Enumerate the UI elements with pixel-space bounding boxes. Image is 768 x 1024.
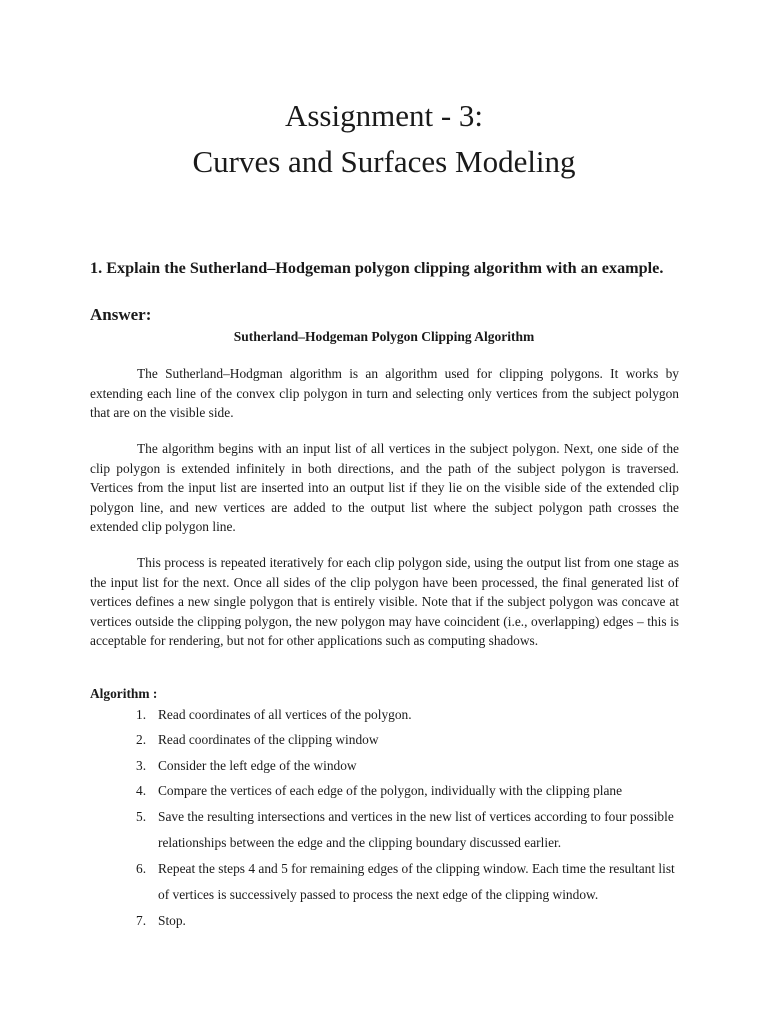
step-text: Read coordinates of the clipping window [158, 732, 379, 747]
section-subheading: Sutherland–Hodgeman Polygon Clipping Algorithm [233, 329, 535, 344]
answer-label: Answer: [90, 305, 152, 324]
paragraph: The algorithm begins with an input list of all vertices in the subject polygon. Next, one side of the clip polygon is extended infinitely in both directions, and the path of the subject polygon is traversed. Vertices from the input list are inserted into an output list if they lie on the visible side of the extended clip polygon line, and new vertices are added to the output list where the subject polygon path crosses the extended clip polygon line. [90, 441, 679, 534]
step-text: Repeat the steps 4 and 5 for remaining edges of the clipping window. Each time the resultant list of vertices is successively passed to process the next edge of the clipping window. [158, 861, 675, 902]
step-number: 2. [136, 732, 147, 747]
assignment-title: Assignment - 3: [284, 98, 484, 133]
step-text: Save the resulting intersections and vertices in the new list of vertices according to four possible relationships between the edge and the clipping boundary discussed earlier. [158, 809, 674, 850]
assignment-subtitle: Curves and Surfaces Modeling [192, 144, 576, 179]
step-text: Read coordinates of all vertices of the polygon. [158, 707, 412, 722]
step-number: 5. [136, 809, 147, 824]
algorithm-label: Algorithm : [90, 686, 158, 701]
paragraph: The Sutherland–Hodgman algorithm is an algorithm used for clipping polygons. It works by extending each line of the convex clip polygon in turn and selecting only vertices from the subject polygon that are on the visible side. [90, 366, 679, 420]
paragraph: This process is repeated iteratively for each clip polygon side, using the output list from one stage as the input list for the next. Once all sides of the clip polygon have been processed, the final generated list of vertices defines a new single polygon that is entirely visible. Note that if the subject polygon was concave at vertices outside the clipping polygon, the new polygon may have coincident (i.e., overlapping) edges – this is acceptable for rendering, but not for other applications such as computing shadows. [90, 555, 679, 648]
step-text: Consider the left edge of the window [158, 758, 357, 773]
step-number: 6. [136, 861, 147, 876]
step-number: 3. [136, 758, 147, 773]
question-heading: 1. Explain the Sutherland–Hodgeman polygon clipping algorithm with an example. [90, 259, 664, 277]
step-number: 1. [136, 707, 147, 722]
step-number: 7. [136, 913, 147, 928]
step-text: Compare the vertices of each edge of the polygon, individually with the clipping plane [158, 783, 623, 798]
step-number: 4. [136, 783, 147, 798]
step-text: Stop. [158, 913, 186, 928]
